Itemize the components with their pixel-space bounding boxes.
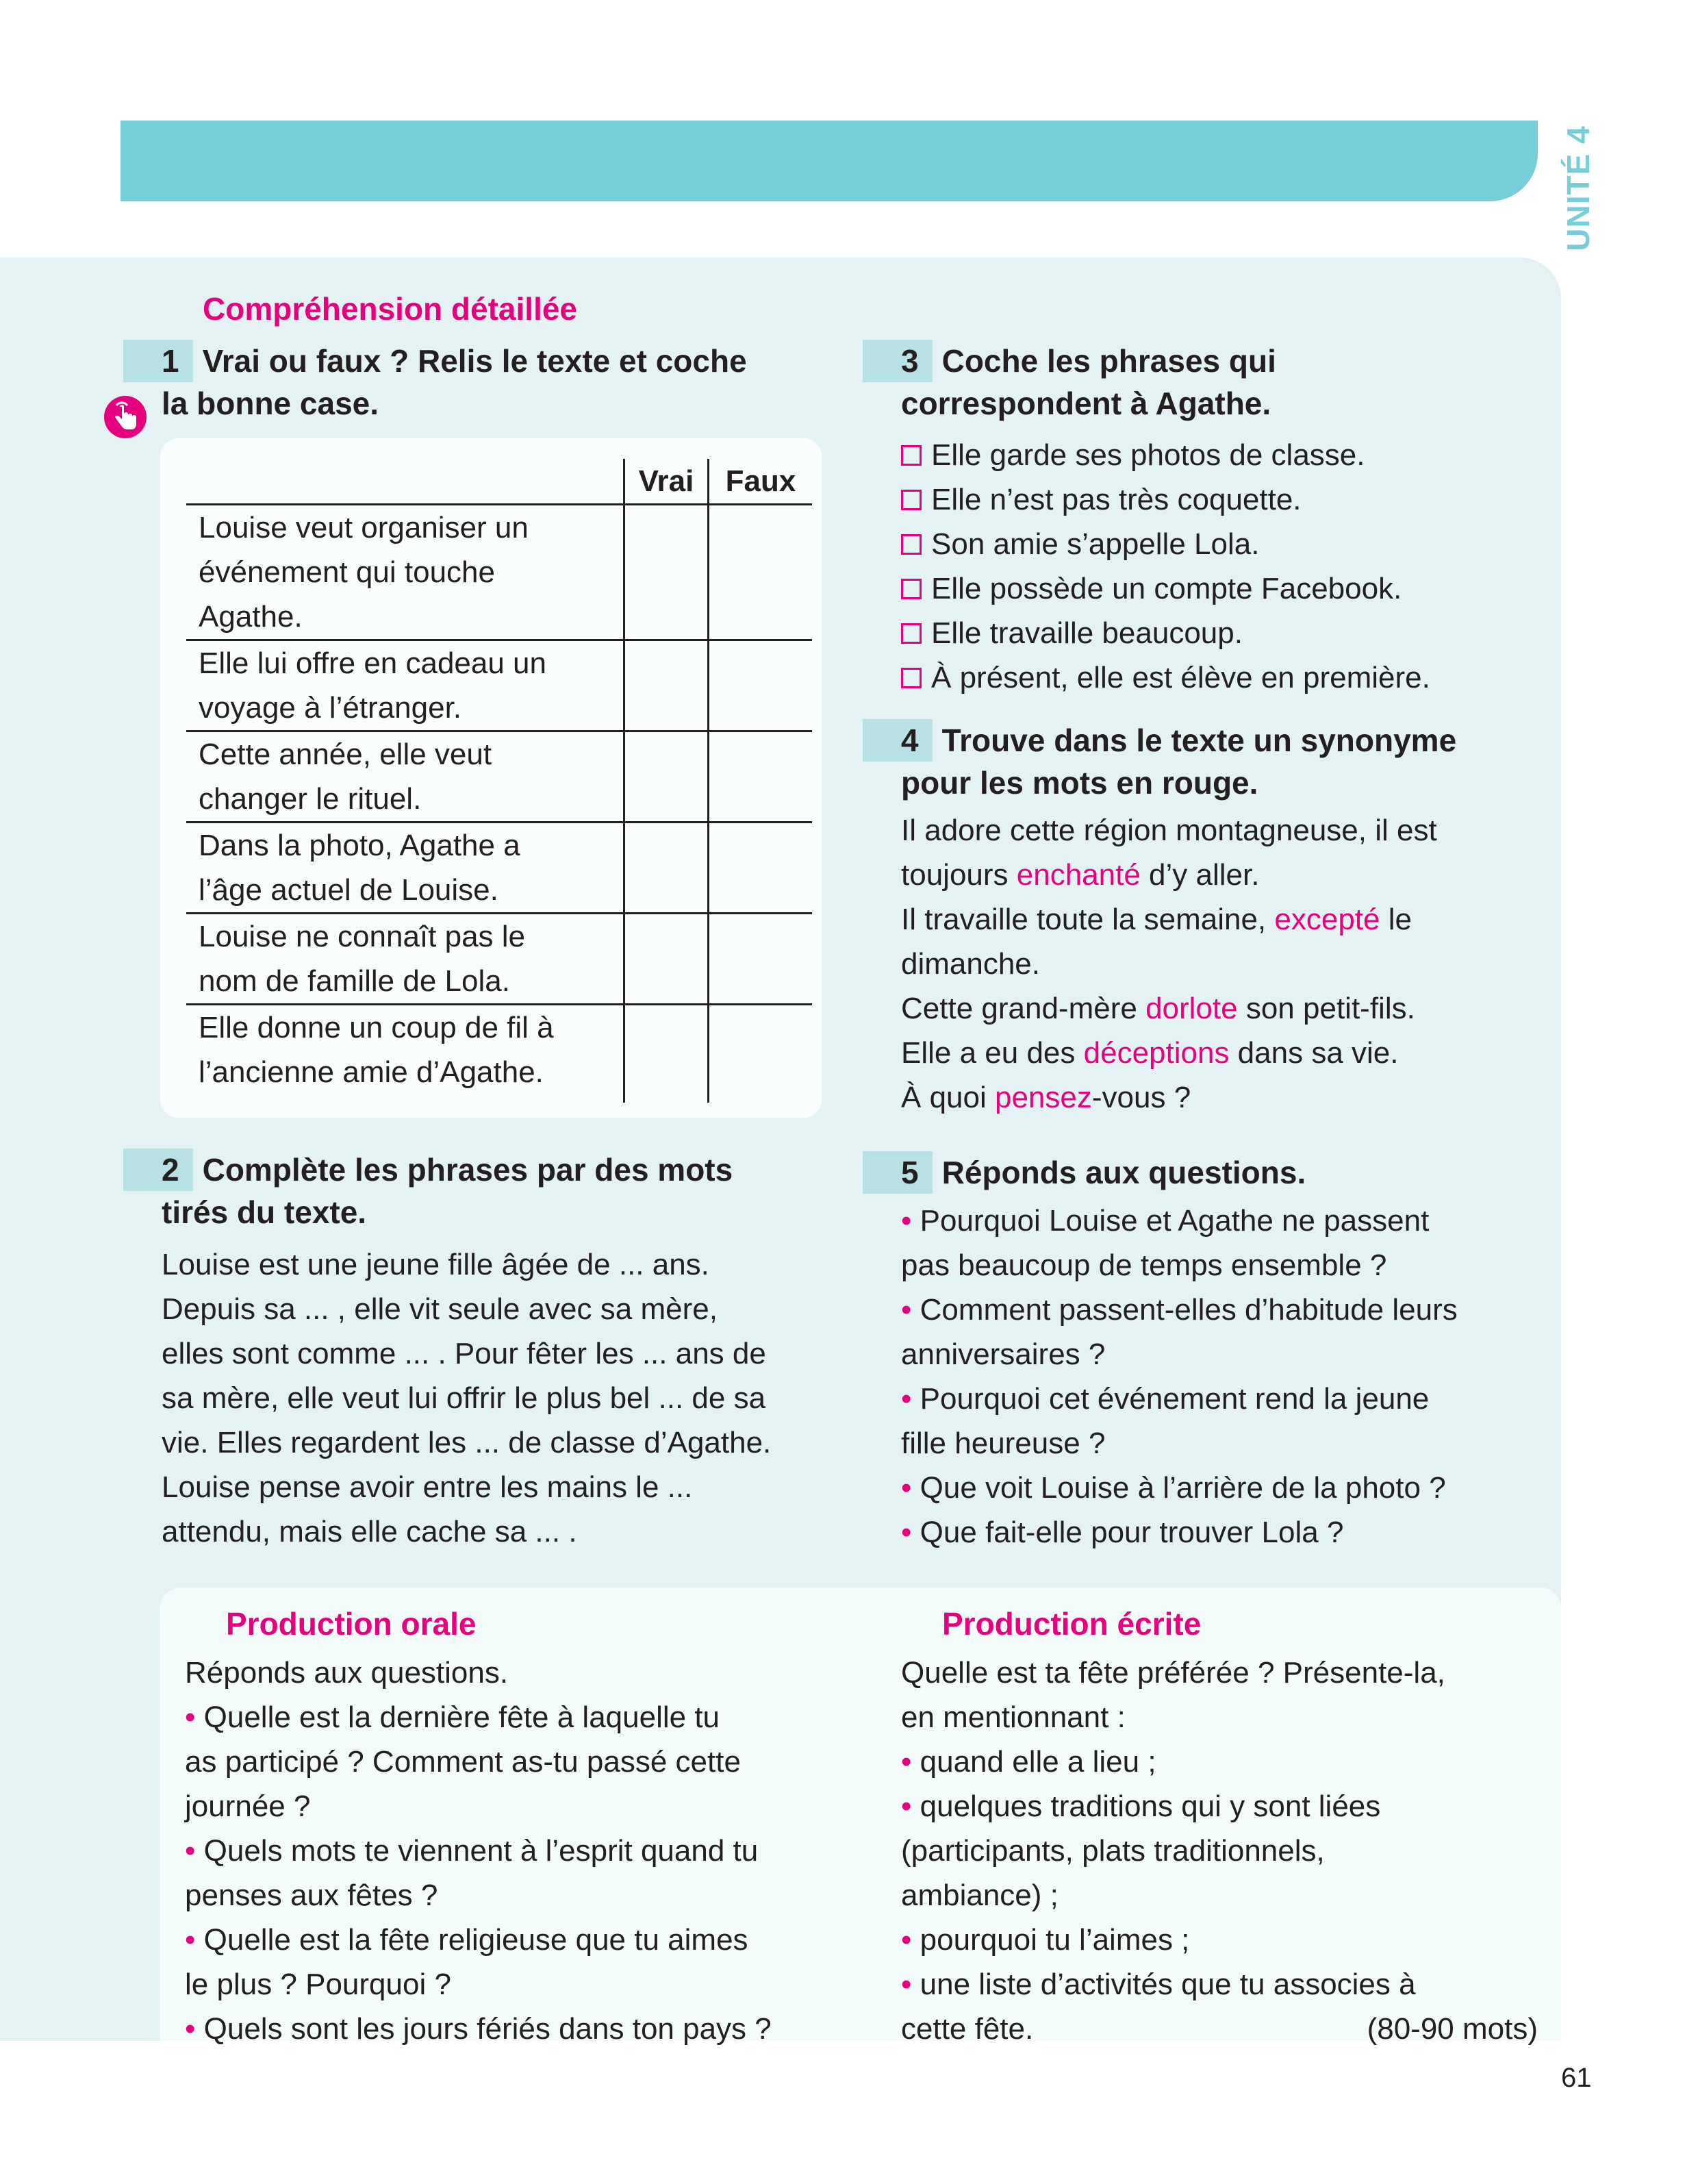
highlighted-word: déceptions: [1083, 1036, 1230, 1070]
vrai-checkbox-cell[interactable]: [624, 640, 709, 731]
faux-checkbox-cell[interactable]: [709, 505, 813, 640]
exercise-1-heading: 1 Vrai ou faux ? Relis le texte et coche la bonne case.: [162, 340, 819, 425]
list-item: Elle possède un compte Facebook.: [901, 566, 1551, 611]
header-banner: [121, 121, 1538, 201]
table-row: [186, 731, 812, 823]
production-orale-text: Réponds aux questions. • Quelle est la dernière fête à laquelle tu as participé ? Comment as-tu passé cette journée ? • Quels mots te viennent à l’esprit quand tu penses aux fêtes ? • Quelle est la fête religieuse que tu aimes le plus ? Pourquoi ? • Quels sont les jours fériés dans ton pays ?: [185, 1650, 856, 2051]
checkbox[interactable]: [901, 490, 922, 510]
list-item: Elle garde ses photos de classe.: [901, 433, 1551, 477]
exercise-number: 4: [863, 719, 933, 762]
statement-cell: Louise veut organiser un événement qui touche Agathe.: [199, 511, 529, 633]
exercise-4-heading: 4 Trouve dans le texte un synonyme pour les mots en rouge.: [901, 719, 1551, 804]
list-item: • Que voit Louise à l’arrière de la photo ?: [901, 1471, 1446, 1505]
list-item: • une liste d’activités que tu associes à: [901, 1968, 1416, 2001]
table-row: [186, 1005, 812, 1103]
list-item: Elle travaille beaucoup.: [901, 611, 1551, 655]
exercise-3-heading: 3 Coche les phrases qui correspondent à Agathe.: [901, 340, 1551, 425]
list-item: • quand elle a lieu ;: [901, 1745, 1156, 1779]
table-row: [186, 505, 812, 640]
vrai-checkbox-cell[interactable]: [624, 914, 709, 1005]
true-false-table: [186, 459, 812, 1103]
hand-pointer-icon: [104, 396, 147, 438]
list-item: • Pourquoi Louise et Agathe ne passent: [901, 1204, 1430, 1238]
true-false-table-box: [160, 438, 822, 1118]
list-item: • Quelle est la dernière fête à laquelle tu: [185, 1700, 720, 1734]
exercise-3-list: [901, 433, 1551, 700]
exercise-5-heading: 5 Réponds aux questions.: [901, 1151, 1551, 1194]
unit-label: UNITÉ 4: [1560, 125, 1596, 251]
list-item: • quelques traditions qui y sont liées: [901, 1790, 1381, 1823]
checkbox[interactable]: [901, 668, 922, 688]
exercise-number: 5: [863, 1151, 933, 1194]
highlighted-word: dorlote: [1145, 992, 1238, 1025]
production-ecrite-text: Quelle est ta fête préférée ? Présente-la, en mentionnant : • quand elle a lieu ; • quelques traditions qui y sont liées (participants, plats traditionnels, ambiance) ; • pourquoi tu l’aimes ; • une liste d’activités que tu associes à cette fête. (80-90 mots): [901, 1650, 1551, 2051]
table-row: [186, 823, 812, 914]
table-row: [186, 914, 812, 1005]
vrai-checkbox-cell[interactable]: [624, 731, 709, 823]
table-header-vrai: Vrai: [624, 459, 709, 505]
checkbox[interactable]: [901, 623, 922, 644]
faux-checkbox-cell[interactable]: [709, 1005, 813, 1103]
exercise-4-text: Il adore cette région montagneuse, il est toujours enchanté d’y aller. Il travaille toute la semaine, excepté le dimanche. Cette grand-mère dorlote son petit-fils. Elle a eu des déceptions dans sa vie. À quoi pensez-vous ?: [901, 814, 1437, 1114]
statement-cell: Elle donne un coup de fil à l’ancienne amie d’Agathe.: [186, 1005, 624, 1103]
exercise-5-questions: • Pourquoi Louise et Agathe ne passent pas beaucoup de temps ensemble ? • Comment passent-elles d’habitude leurs anniversaires ? • Pourquoi cet événement rend la jeune fille heureuse ? • Que voit Louise à l’arrière de la photo ? • Que fait-elle pour trouver Lola ?: [901, 1198, 1551, 1555]
list-item: • Pourquoi cet événement rend la jeune: [901, 1382, 1430, 1416]
faux-checkbox-cell[interactable]: [709, 823, 813, 914]
list-item: À présent, elle est élève en première.: [901, 655, 1551, 700]
highlighted-word: pensez: [994, 1081, 1092, 1114]
production-orale-title: Production orale: [226, 1606, 477, 1642]
vrai-checkbox-cell[interactable]: [624, 1005, 709, 1103]
exercise-number: 1: [123, 340, 193, 382]
faux-checkbox-cell[interactable]: [709, 914, 813, 1005]
page-number: 61: [1561, 2063, 1592, 2093]
section-title: Compréhension détaillée: [203, 291, 578, 327]
list-item: • Que fait-elle pour trouver Lola ?: [901, 1516, 1344, 1549]
word-count: (80-90 mots): [1367, 2012, 1538, 2046]
checkbox[interactable]: [901, 445, 922, 466]
list-item: • Quels sont les jours fériés dans ton pays ?: [185, 2012, 772, 2046]
exercise-number: 3: [863, 340, 933, 382]
statement-cell: Cette année, elle veut changer le rituel.: [186, 731, 624, 823]
vrai-checkbox-cell[interactable]: [624, 505, 709, 640]
statement-cell: Dans la photo, Agathe a l’âge actuel de Louise.: [186, 823, 624, 914]
list-item: • Quelle est la fête religieuse que tu aimes: [185, 1923, 748, 1957]
table-header-statement: [186, 459, 624, 505]
checkbox[interactable]: [901, 534, 922, 555]
faux-checkbox-cell[interactable]: [709, 731, 813, 823]
list-item: • Quels mots te viennent à l’esprit quand tu: [185, 1834, 759, 1868]
production-ecrite-title: Production écrite: [942, 1606, 1202, 1642]
checkbox[interactable]: [901, 579, 922, 599]
list-item: Son amie s’appelle Lola.: [901, 522, 1551, 566]
exercise-2-heading: 2 Complète les phrases par des mots tirés du texte.: [162, 1149, 819, 1233]
highlighted-word: enchanté: [1016, 858, 1141, 892]
exercise-number: 2: [123, 1149, 193, 1191]
table-row: [186, 640, 812, 731]
statement-cell: Elle lui offre en cadeau un voyage à l’étranger.: [186, 640, 624, 731]
vrai-checkbox-cell[interactable]: [624, 823, 709, 914]
statement-cell: Louise ne connaît pas le nom de famille de Lola.: [186, 914, 624, 1005]
highlighted-word: excepté: [1274, 903, 1380, 936]
list-item: • pourquoi tu l’aimes ;: [901, 1923, 1190, 1957]
exercise-2-text: Louise est une jeune fille âgée de ... ans. Depuis sa ... , elle vit seule avec sa mère, elles sont comme ... . Pour fêter les ... ans de sa mère, elle veut lui offrir le plus bel ... de sa vie. Elles regardent les ... de classe d’Agathe. Louise pense avoir entre les mains le ... attendu, mais elle cache sa ... .: [162, 1248, 772, 1548]
list-item: Elle n’est pas très coquette.: [901, 477, 1551, 522]
table-header-row: [186, 459, 812, 505]
faux-checkbox-cell[interactable]: [709, 640, 813, 731]
table-header-faux: Faux: [709, 459, 813, 505]
list-item: • Comment passent-elles d’habitude leurs: [901, 1293, 1458, 1327]
